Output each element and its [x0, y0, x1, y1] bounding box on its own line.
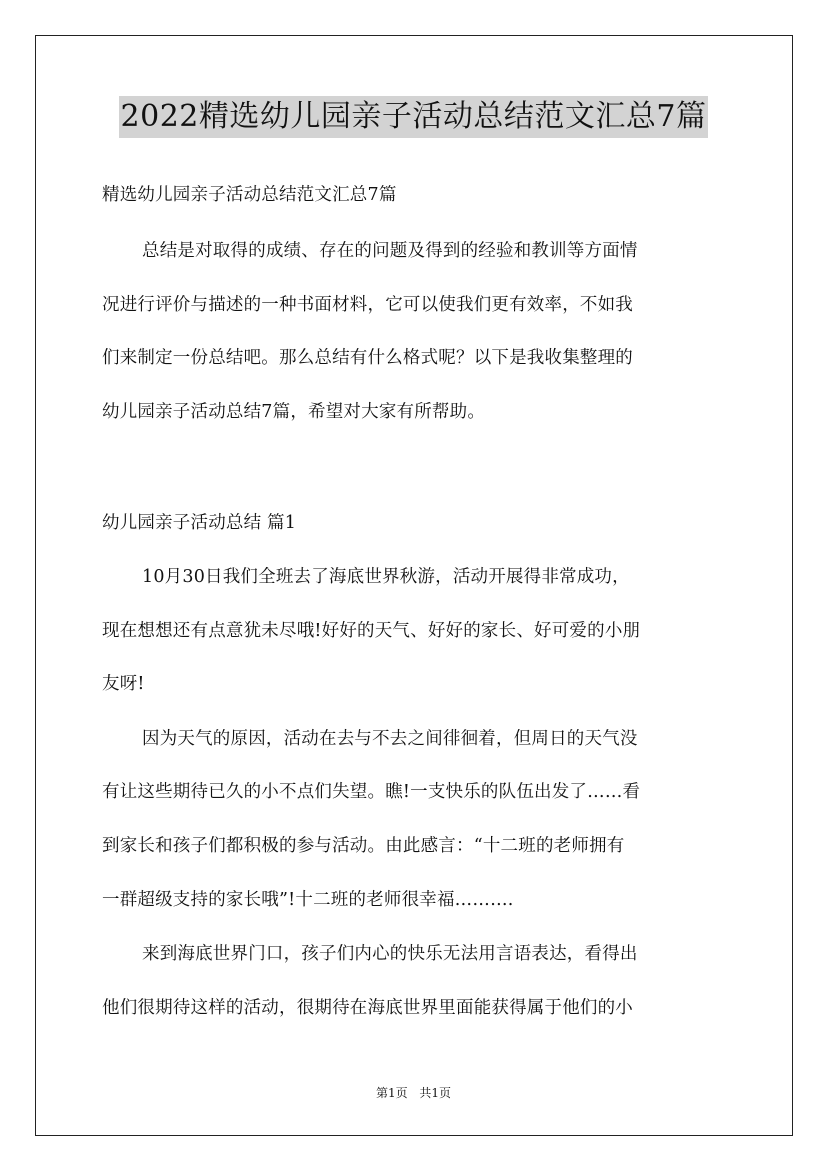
paragraph-line: 因为天气的原因，活动在去与不去之间徘徊着，但周日的天气没 [142, 729, 638, 749]
intro-line: 们来制定一份总结吧。那么总结有什么格式呢？以下是我收集整理的 [102, 348, 633, 368]
intro-line: 况进行评价与描述的一种书面材料，它可以使我们更有效率，不如我 [102, 295, 633, 315]
intro-line: 总结是对取得的成绩、存在的问题及得到的经验和教训等方面情 [142, 241, 638, 261]
page-number: 第1页 [375, 1086, 408, 1100]
paragraph-line: 现在想想还有点意犹未尽哦!好好的天气、好好的家长、好可爱的小朋 [102, 621, 641, 641]
paragraph-line: 一群超级支持的家长哦”!十二班的老师很幸福………. [102, 890, 514, 910]
title-container [0, 96, 827, 138]
paragraph-line: 到家长和孩子们都积极的参与活动。由此感言：“十二班的老师拥有 [102, 836, 625, 856]
document-title: 2022精选幼儿园亲子活动总结范文汇总7篇 [119, 96, 709, 138]
paragraph-line: 友呀! [102, 674, 145, 694]
paragraph-line: 他们很期待这样的活动，很期待在海底世界里面能获得属于他们的小 [102, 998, 633, 1018]
paragraph-line: 10月30日我们全班去了海底世界秋游，活动开展得非常成功， [142, 567, 630, 587]
document-subtitle: 精选幼儿园亲子活动总结范文汇总7篇 [102, 185, 397, 205]
intro-line: 幼儿园亲子活动总结7篇，希望对大家有所帮助。 [102, 402, 486, 422]
page-total: 共1页 [419, 1086, 452, 1100]
paragraph-line: 有让这些期待已久的小不点们失望。瞧!一支快乐的队伍出发了……看 [102, 782, 641, 802]
paragraph-line: 来到海底世界门口，孩子们内心的快乐无法用言语表达，看得出 [142, 944, 638, 964]
section-heading: 幼儿园亲子活动总结 篇1 [102, 513, 297, 533]
page-footer [0, 1084, 827, 1101]
